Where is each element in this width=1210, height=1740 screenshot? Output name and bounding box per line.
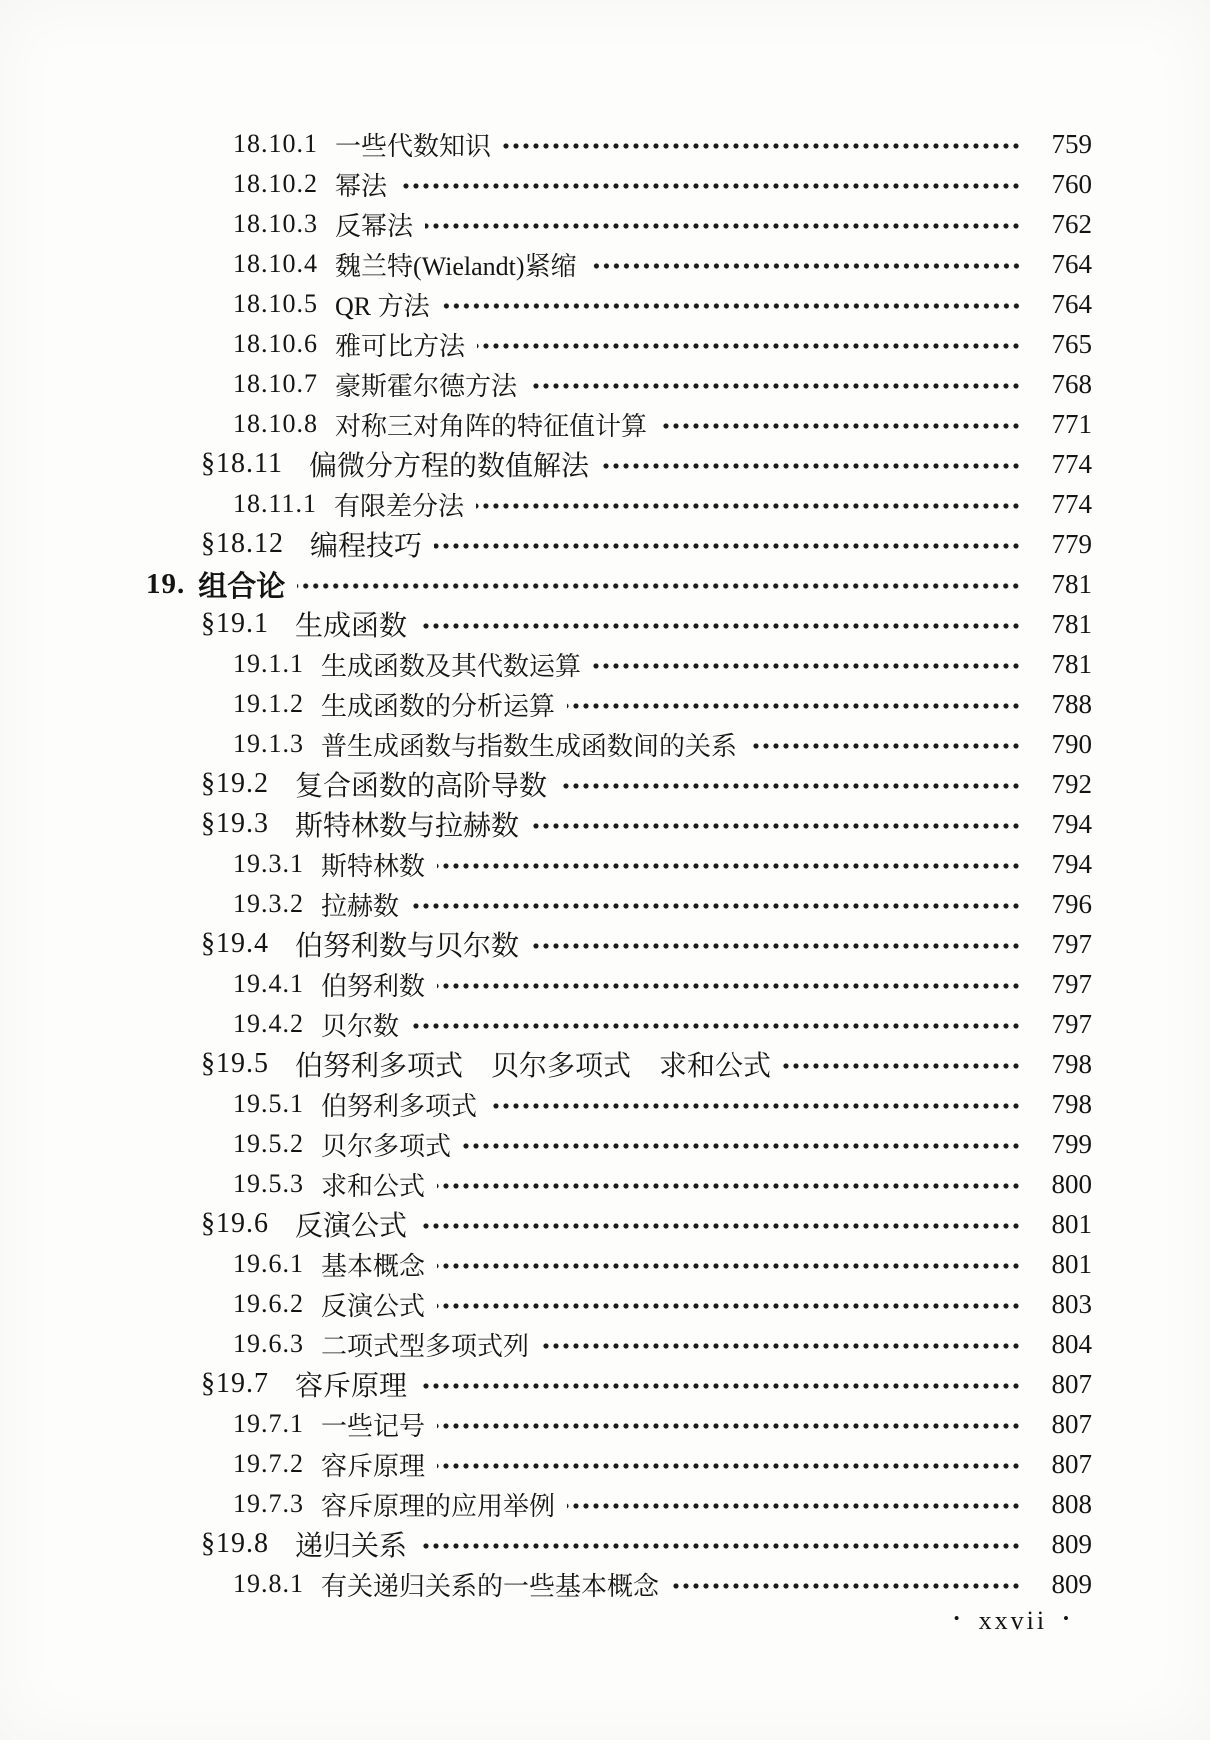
entry-page-number: 765 bbox=[1051, 328, 1092, 359]
entry-page-number: 799 bbox=[1051, 1128, 1092, 1159]
entry-title: 组合论 bbox=[198, 570, 286, 603]
entry-title: 伯努利多项式 bbox=[321, 1091, 478, 1121]
dot-leader bbox=[531, 822, 1021, 830]
toc-entry bbox=[0, 1284, 1210, 1324]
entry-number: 18.11.1 bbox=[233, 489, 318, 518]
entry-page-number: 768 bbox=[1051, 368, 1092, 399]
toc-entry bbox=[0, 844, 1210, 884]
entry-title: 反幂法 bbox=[335, 211, 414, 241]
dot-leader bbox=[489, 1102, 1021, 1110]
entry-page-number: 808 bbox=[1051, 1488, 1092, 1519]
entry-title: 生成函数的分析运算 bbox=[321, 691, 556, 721]
toc-entry bbox=[0, 1164, 1210, 1204]
entry-page-number: 774 bbox=[1051, 448, 1092, 479]
toc-entry bbox=[0, 924, 1210, 964]
dot-leader bbox=[437, 1262, 1021, 1270]
entry-title: 偏微分方程的数值解法 bbox=[308, 451, 589, 482]
entry-number: 19.1.2 bbox=[233, 689, 304, 718]
entry-page-number: 797 bbox=[1051, 1008, 1092, 1039]
toc-entry bbox=[0, 324, 1210, 364]
toc-entry bbox=[0, 1524, 1210, 1564]
dot-leader bbox=[463, 1142, 1021, 1150]
entry-page-number: 794 bbox=[1051, 808, 1092, 839]
toc-entry bbox=[0, 404, 1210, 444]
entry-number: 18.10.4 bbox=[233, 249, 318, 278]
entry-title: 有关递归关系的一些基本概念 bbox=[321, 1571, 660, 1601]
dot-leader bbox=[567, 1502, 1021, 1510]
toc-entry bbox=[0, 684, 1210, 724]
entry-title: 豪斯霍尔德方法 bbox=[335, 371, 518, 401]
entry-number: §19.2 bbox=[201, 768, 269, 799]
entry-title: 斯特林数 bbox=[321, 851, 426, 881]
entry-page-number: 800 bbox=[1051, 1168, 1092, 1199]
entry-title: 伯努利多项式 贝尔多项式 求和公式 bbox=[295, 1051, 772, 1082]
toc-entry bbox=[0, 1244, 1210, 1284]
entry-number: 19.4.1 bbox=[233, 969, 304, 998]
dot-leader bbox=[399, 182, 1021, 190]
entry-number: 19.7.1 bbox=[233, 1409, 304, 1438]
entry-page-number: 760 bbox=[1051, 168, 1092, 199]
toc-entry bbox=[0, 564, 1210, 604]
entry-title: 幂法 bbox=[335, 171, 388, 201]
toc-entry bbox=[0, 964, 1210, 1004]
toc-entry bbox=[0, 1444, 1210, 1484]
entry-number: §19.1 bbox=[201, 608, 269, 639]
entry-number: 18.10.6 bbox=[233, 329, 318, 358]
entry-title: QR 方法 bbox=[335, 291, 430, 321]
footer-left-bullet: • bbox=[953, 1609, 963, 1628]
dot-leader bbox=[437, 1422, 1021, 1430]
entry-page-number: 764 bbox=[1051, 248, 1092, 279]
dot-leader bbox=[531, 942, 1021, 950]
entry-page-number: 781 bbox=[1051, 648, 1092, 679]
toc-entry bbox=[0, 124, 1210, 164]
entry-page-number: 781 bbox=[1051, 608, 1092, 639]
entry-page-number: 797 bbox=[1051, 928, 1092, 959]
entry-page-number: 788 bbox=[1051, 688, 1092, 719]
dot-leader bbox=[411, 902, 1021, 910]
entry-title: 一些记号 bbox=[321, 1411, 426, 1441]
entry-number: §18.11 bbox=[201, 448, 283, 479]
entry-number: 18.10.3 bbox=[233, 209, 318, 238]
entry-page-number: 801 bbox=[1051, 1208, 1092, 1239]
entry-number: 19. bbox=[146, 567, 186, 600]
entry-title: 复合函数的高阶导数 bbox=[295, 771, 548, 802]
entry-number: 19.3.1 bbox=[233, 849, 304, 878]
entry-page-number: 762 bbox=[1051, 208, 1092, 239]
entry-number: §19.6 bbox=[201, 1208, 269, 1239]
dot-leader bbox=[442, 302, 1021, 310]
dot-leader bbox=[593, 662, 1021, 670]
dot-leader bbox=[425, 222, 1021, 230]
entry-number: 19.5.2 bbox=[233, 1129, 304, 1158]
toc-entry bbox=[0, 524, 1210, 564]
toc-entry bbox=[0, 1324, 1210, 1364]
entry-page-number: 781 bbox=[1051, 568, 1092, 599]
entry-number: §18.12 bbox=[201, 528, 284, 559]
toc-entry bbox=[0, 1204, 1210, 1244]
toc-entry bbox=[0, 244, 1210, 284]
entry-title: 伯努利数与贝尔数 bbox=[295, 931, 520, 962]
table-of-contents bbox=[0, 124, 1210, 1604]
entry-page-number: 803 bbox=[1051, 1288, 1092, 1319]
dot-leader bbox=[749, 742, 1021, 750]
entry-title: 基本概念 bbox=[321, 1251, 426, 1281]
toc-entry bbox=[0, 1004, 1210, 1044]
page-footer bbox=[938, 1606, 1088, 1636]
dot-leader bbox=[419, 622, 1021, 630]
dot-leader bbox=[783, 1062, 1021, 1070]
entry-number: §19.3 bbox=[201, 808, 269, 839]
entry-number: 18.10.8 bbox=[233, 409, 318, 438]
entry-page-number: 759 bbox=[1051, 128, 1092, 159]
entry-page-number: 804 bbox=[1051, 1328, 1092, 1359]
dot-leader bbox=[541, 1342, 1021, 1350]
entry-page-number: 807 bbox=[1051, 1368, 1092, 1399]
dot-leader bbox=[529, 382, 1021, 390]
toc-entry bbox=[0, 1364, 1210, 1404]
entry-page-number: 807 bbox=[1051, 1448, 1092, 1479]
entry-title: 反演公式 bbox=[321, 1291, 426, 1321]
entry-number: 19.1.3 bbox=[233, 729, 304, 758]
entry-page-number: 764 bbox=[1051, 288, 1092, 319]
toc-entry bbox=[0, 724, 1210, 764]
entry-title: 二项式型多项式列 bbox=[321, 1331, 530, 1361]
dot-leader bbox=[659, 422, 1021, 430]
dot-leader bbox=[437, 982, 1021, 990]
entry-page-number: 794 bbox=[1051, 848, 1092, 879]
entry-title: 容斥原理 bbox=[295, 1371, 408, 1402]
entry-title: 容斥原理的应用举例 bbox=[321, 1491, 556, 1521]
dot-leader bbox=[297, 582, 1021, 590]
toc-entry bbox=[0, 764, 1210, 804]
entry-page-number: 801 bbox=[1051, 1248, 1092, 1279]
entry-page-number: 798 bbox=[1051, 1048, 1092, 1079]
toc-entry bbox=[0, 604, 1210, 644]
entry-number: 19.7.2 bbox=[233, 1449, 304, 1478]
entry-title: 斯特林数与拉赫数 bbox=[295, 811, 520, 842]
entry-title: 贝尔多项式 bbox=[321, 1131, 452, 1161]
toc-entry bbox=[0, 1484, 1210, 1524]
entry-title: 容斥原理 bbox=[321, 1451, 426, 1481]
toc-entry bbox=[0, 1404, 1210, 1444]
entry-page-number: 809 bbox=[1051, 1568, 1092, 1599]
entry-number: 18.10.1 bbox=[233, 129, 318, 158]
dot-leader bbox=[503, 142, 1021, 150]
entry-number: §19.4 bbox=[201, 928, 269, 959]
entry-page-number: 774 bbox=[1051, 488, 1092, 519]
dot-leader bbox=[437, 862, 1021, 870]
entry-page-number: 796 bbox=[1051, 888, 1092, 919]
entry-title: 递归关系 bbox=[295, 1531, 408, 1562]
entry-page-number: 807 bbox=[1051, 1408, 1092, 1439]
entry-page-number: 779 bbox=[1051, 528, 1092, 559]
toc-entry bbox=[0, 444, 1210, 484]
entry-title: 反演公式 bbox=[295, 1211, 408, 1242]
toc-entry bbox=[0, 644, 1210, 684]
entry-number: 19.6.3 bbox=[233, 1329, 304, 1358]
entry-title: 魏兰特(Wielandt)紧缩 bbox=[335, 251, 577, 281]
dot-leader bbox=[601, 462, 1021, 470]
toc-entry bbox=[0, 484, 1210, 524]
entry-number: 18.10.7 bbox=[233, 369, 318, 398]
entry-number: 18.10.5 bbox=[233, 289, 318, 318]
entry-title: 生成函数 bbox=[295, 611, 408, 642]
entry-title: 对称三对角阵的特征值计算 bbox=[335, 411, 648, 441]
entry-page-number: 797 bbox=[1051, 968, 1092, 999]
footer-page-number: xxvii bbox=[978, 1606, 1048, 1635]
dot-leader bbox=[671, 1582, 1021, 1590]
toc-entry bbox=[0, 284, 1210, 324]
dot-leader bbox=[434, 542, 1021, 550]
dot-leader bbox=[419, 1542, 1021, 1550]
entry-number: §19.8 bbox=[201, 1528, 269, 1559]
entry-page-number: 809 bbox=[1051, 1528, 1092, 1559]
dot-leader bbox=[559, 782, 1021, 790]
entry-number: 19.1.1 bbox=[233, 649, 304, 678]
dot-leader bbox=[589, 262, 1021, 270]
dot-leader bbox=[437, 1182, 1021, 1190]
dot-leader bbox=[411, 1022, 1021, 1030]
dot-leader bbox=[476, 502, 1021, 510]
entry-title: 有限差分法 bbox=[334, 491, 465, 521]
entry-title: 雅可比方法 bbox=[335, 331, 466, 361]
toc-entry bbox=[0, 204, 1210, 244]
entry-number: 19.4.2 bbox=[233, 1009, 304, 1038]
toc-entry bbox=[0, 1564, 1210, 1604]
dot-leader bbox=[567, 702, 1021, 710]
dot-leader bbox=[419, 1222, 1021, 1230]
entry-page-number: 790 bbox=[1051, 728, 1092, 759]
entry-title: 求和公式 bbox=[321, 1171, 426, 1201]
entry-title: 普生成函数与指数生成函数间的关系 bbox=[321, 731, 738, 761]
entry-number: 19.8.1 bbox=[233, 1569, 304, 1598]
entry-number: 19.3.2 bbox=[233, 889, 304, 918]
entry-title: 生成函数及其代数运算 bbox=[321, 651, 582, 681]
entry-number: 19.6.1 bbox=[233, 1249, 304, 1278]
dot-leader bbox=[437, 1462, 1021, 1470]
toc-entry bbox=[0, 1084, 1210, 1124]
entry-number: 19.7.3 bbox=[233, 1489, 304, 1518]
toc-entry bbox=[0, 164, 1210, 204]
toc-entry bbox=[0, 1124, 1210, 1164]
toc-entry bbox=[0, 884, 1210, 924]
entry-number: 18.10.2 bbox=[233, 169, 318, 198]
entry-title: 一些代数知识 bbox=[335, 131, 492, 161]
dot-leader bbox=[419, 1382, 1021, 1390]
entry-page-number: 798 bbox=[1051, 1088, 1092, 1119]
entry-number: §19.7 bbox=[201, 1368, 269, 1399]
entry-number: 19.6.2 bbox=[233, 1289, 304, 1318]
entry-number: 19.5.1 bbox=[233, 1089, 304, 1118]
toc-entry bbox=[0, 364, 1210, 404]
entry-title: 贝尔数 bbox=[321, 1011, 400, 1041]
toc-entry bbox=[0, 804, 1210, 844]
entry-page-number: 771 bbox=[1051, 408, 1092, 439]
dot-leader bbox=[477, 342, 1021, 350]
entry-title: 编程技巧 bbox=[310, 531, 423, 562]
entry-title: 拉赫数 bbox=[321, 891, 400, 921]
toc-entry bbox=[0, 1044, 1210, 1084]
entry-title: 伯努利数 bbox=[321, 971, 426, 1001]
footer-right-bullet: • bbox=[1063, 1609, 1072, 1628]
entry-number: 19.5.3 bbox=[233, 1169, 304, 1198]
entry-number: §19.5 bbox=[201, 1048, 269, 1079]
dot-leader bbox=[437, 1302, 1021, 1310]
entry-page-number: 792 bbox=[1051, 768, 1092, 799]
